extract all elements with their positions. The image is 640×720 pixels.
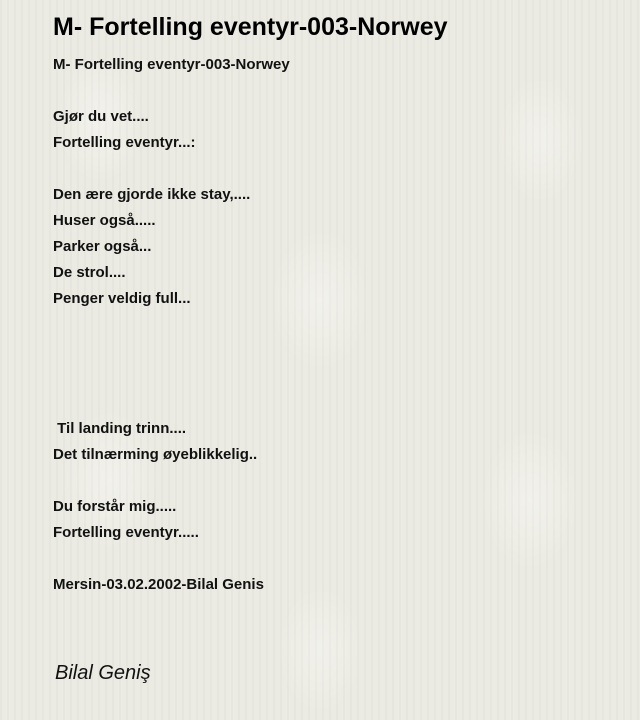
poem-body [53,52,290,598]
poem-line [53,312,290,338]
poem-line [53,546,290,572]
poem-title: M- Fortelling eventyr-003-Norwey [53,13,448,41]
poem-line: Du forstår mig..... [53,498,177,515]
poem-line: Fortelling eventyr...: [53,134,196,151]
poem-line [53,338,290,364]
poem-line: De strol.... [53,264,126,281]
poem-line: M- Fortelling eventyr-003-Norwey [53,56,290,73]
poem-line [53,468,290,494]
poem-line: Penger veldig full... [53,290,191,307]
poem-line: Huser også..... [53,212,156,229]
poem-line: Parker også... [53,238,152,255]
poem-line: Det tilnærming øyeblikkelig.. [53,446,258,463]
poem-line [53,156,290,182]
poem-line [53,364,290,390]
poem-line: Gjør du vet.... [53,108,149,125]
poem-line [53,390,290,416]
author-name: Bilal Geniş [55,662,151,684]
poem-line: Fortelling eventyr..... [53,524,199,541]
poem-line [53,78,290,104]
poem-line: Den ære gjorde ikke stay,.... [53,186,251,203]
poem-line: Mersin-03.02.2002-Bilal Genis [53,576,264,593]
poem-line: Til landing trinn.... [53,420,187,437]
